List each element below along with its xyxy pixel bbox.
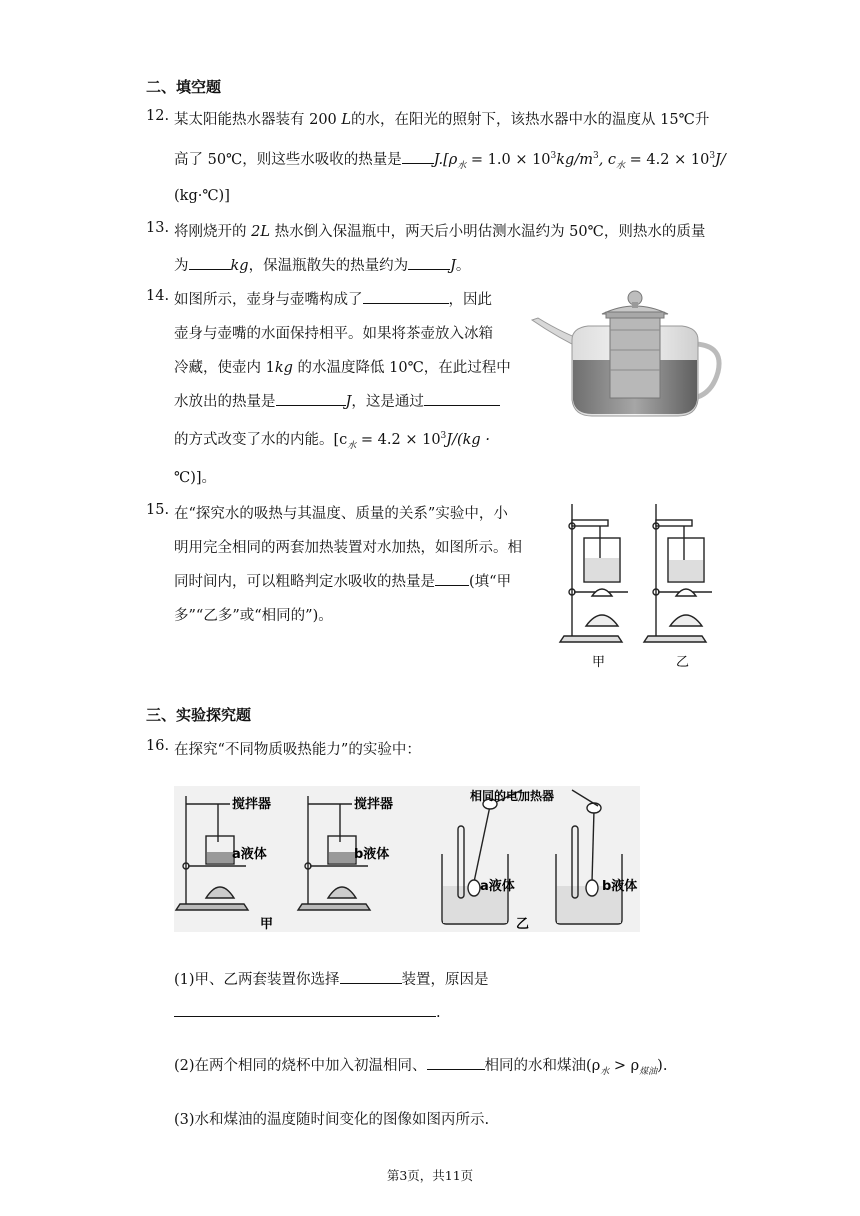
question-number-14: 14. xyxy=(146,288,170,304)
q12-line-3: (kg·℃)] xyxy=(174,188,230,204)
q14-line-6: ℃)]。 xyxy=(174,470,217,486)
q16-apparatus-figure xyxy=(174,786,640,932)
section-title-experiment: 三、实验探究题 xyxy=(146,706,252,724)
label-heater: 相同的电加热器 xyxy=(470,789,555,803)
q15-line-3: 同时间内，可以粗略判定水吸收的热量是 (填“甲 xyxy=(174,570,511,591)
label-liquid-b-2: b液体 xyxy=(602,879,638,894)
heating-apparatus-figure xyxy=(556,496,720,672)
q16-part-3: (3)水和煤油的温度随时间变化的图像如图丙所示. xyxy=(174,1112,490,1128)
q16-part-1: (1)甲、乙两套装置你选择 装置，原因是 xyxy=(174,968,489,989)
q14-line-1: 如图所示，壶身与壶嘴构成了 ，因此 xyxy=(174,288,492,309)
label-stirrer-2: 搅拌器 xyxy=(354,797,394,812)
answer-blank[interactable] xyxy=(402,149,434,164)
q14-line-4: 水放出的热量是 J，这是通过 xyxy=(174,390,500,411)
q14-line-2: 壶身与壶嘴的水面保持相平。如果将茶壶放入冰箱 xyxy=(174,326,493,342)
teapot-figure xyxy=(528,290,724,422)
q12-line-1: 某太阳能热水器装有 200 L的水，在阳光的照射下，该热水器中水的温度从 15℃升 xyxy=(174,112,710,128)
label-jia: 甲 xyxy=(260,917,274,932)
question-number-12: 12. xyxy=(146,108,170,124)
q14-line-3: 冷藏，使壶内 1kg 的水温度降低 10℃，在此过程中 xyxy=(174,360,511,376)
answer-blank[interactable] xyxy=(340,969,402,984)
q15-line-1: 在“探究水的吸热与其温度、质量的关系”实验中，小 xyxy=(174,506,508,522)
q16-part-1-reason: . xyxy=(174,1002,441,1021)
label-stirrer-1: 搅拌器 xyxy=(232,797,272,812)
q15-line-2: 明用完全相同的两套加热装置对水加热，如图所示。相 xyxy=(174,540,522,556)
label-liquid-a-2: a液体 xyxy=(480,879,515,894)
answer-blank[interactable] xyxy=(427,1055,485,1070)
q16-part-2: (2)在两个相同的烧杯中加入初温相同、 相同的水和煤油$(\rho_水 > \rho_{煤油})$. xyxy=(174,1054,667,1077)
q13-line-2: 为 kg，保温瓶散失的热量约为 J。 xyxy=(174,254,470,275)
answer-blank[interactable] xyxy=(363,289,449,304)
answer-blank[interactable] xyxy=(424,391,500,406)
label-yi: 乙 xyxy=(516,917,530,932)
q16-intro: 在探究“不同物质吸热能力”的实验中： xyxy=(174,742,421,758)
answer-blank[interactable] xyxy=(408,255,450,270)
answer-blank[interactable] xyxy=(435,571,469,586)
page-footer: 第3页，共11页 xyxy=(386,1168,474,1183)
q13-line-1: 将刚烧开的 2L 热水倒入保温瓶中，两天后小明估测水温约为 50℃，则热水的质量 xyxy=(174,224,706,240)
label-jia: 甲 xyxy=(592,655,606,670)
label-yi: 乙 xyxy=(676,655,690,670)
q14-line-5: 的方式改变了水的内能。[$c_水 = 4.2 \times 10^3J/(kg$ · xyxy=(174,431,490,451)
answer-blank[interactable] xyxy=(174,1002,436,1017)
answer-blank[interactable] xyxy=(189,255,231,270)
answer-blank[interactable] xyxy=(276,391,346,406)
label-liquid-a-1: a液体 xyxy=(232,847,267,862)
q12-line-2: 高了 50℃，则这些水吸收的热量是 $J.[\rho_水 = 1.0 \times 10^3kg/m^3$, $c_水 = 4.2 \times 10^3J/$ xyxy=(174,148,726,171)
question-number-13: 13. xyxy=(146,220,170,236)
question-number-15: 15. xyxy=(146,502,170,518)
q15-line-4: 多”“乙多”或“相同的”)。 xyxy=(174,608,333,624)
label-liquid-b-1: b液体 xyxy=(354,847,390,862)
question-number-16: 16. xyxy=(146,738,170,754)
section-title-fill-in: 二、填空题 xyxy=(146,78,222,96)
